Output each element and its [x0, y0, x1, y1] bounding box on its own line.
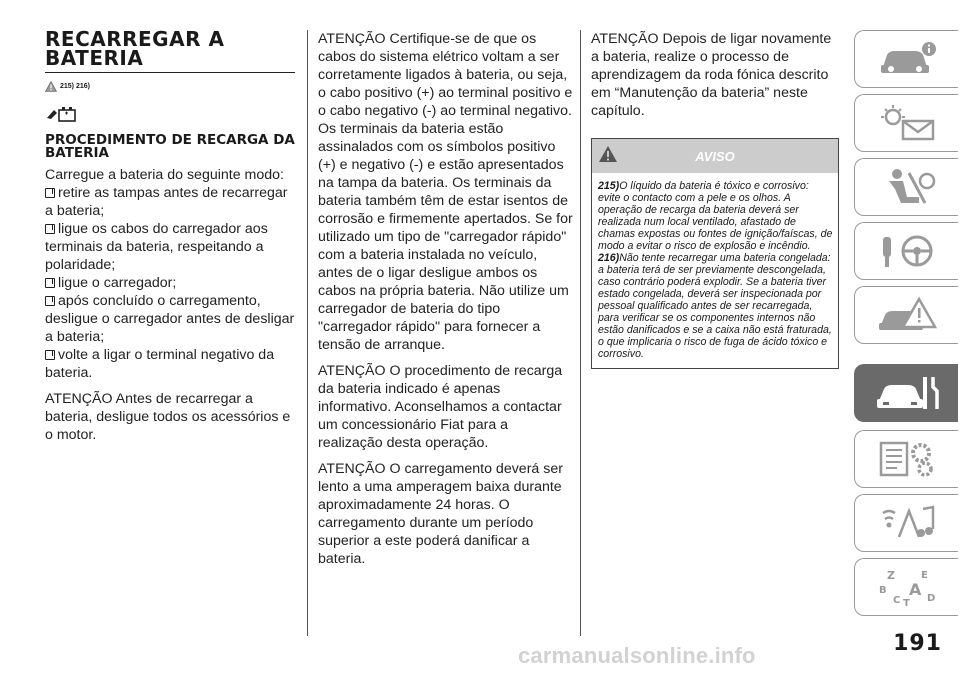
attention-note: ATENÇÃO O procedimento de recarga da bateria indicado é apenas informativo. Aconselhamos a contactar um concessionário Fiat para a realização desta operação. [318, 363, 563, 451]
list-item: ligue o carregador; [45, 274, 295, 292]
list-item: ligue os cabos do carregador aos terminais da bateria, respeitando a polaridade; [45, 221, 268, 273]
list-item: retire as tampas antes de recarregar a bateria; [45, 185, 288, 219]
warning-box [591, 138, 839, 369]
column-middle [318, 30, 574, 576]
index-letter: C [892, 595, 900, 606]
tab-multimedia[interactable] [854, 494, 958, 552]
column-left [45, 27, 295, 452]
tab-car-info[interactable] [854, 30, 958, 88]
index-letter: E [920, 570, 928, 581]
attention-note: ATENÇÃO Certifique-se de que os cabos do sistema elétrico voltam a ser corretamente ligados à bateria, ou seja, o cabo positivo (+) ao terminal positivo e o cabo negativo (-) ao terminal negativo. Os terminais da bateria estão assinalados com os símbolos positivo (+) e negativo (-) e estão apresentados na tampa da bateria. Os terminais da bateria também têm de estar isentos de corrosão e firmemente apertados. Se for utilizado um tipo de "carregador rápido" com a bateria instalada no veículo, antes de o ligar desligue ambos os cabos na própria bateria. Não utilize um carregador de bateria do tipo "carregador rápido" para fornecer a tensão de arranque. [318, 31, 573, 353]
index-letter: A [908, 580, 921, 599]
tab-key-steering[interactable] [854, 222, 958, 280]
warning-item-text: O líquido da bateria é tóxico e corrosivo: evite o contacto com a pele e os olhos. A operação de recarga da bateria deverá ser realizada num local ventilado, afastado de chamas expostas ou fontes de ignição/faíscas, de modo a evitar o risco de explosão e incêndio. [598, 180, 833, 252]
car-info-icon [875, 39, 939, 79]
watermark: carmanualsonline.info [518, 643, 756, 668]
warning-triangle-icon [45, 81, 57, 92]
warning-item-text: Não tente recarregar uma bateria congelada: a bateria terá de ser previamente descongelada, caso contrário poderá explodir. Se a bateria tiver estado congelada, deverá ser inspecionada por pessoal qualificado antes de ser recarregada, para verificar se os componentes internos não estão danificados e se a caixa não está fraturada, o que implicaria o risco de fuga de ácido tóxico e corrosivo. [598, 252, 832, 360]
tab-maintenance[interactable] [854, 364, 958, 422]
warning-item [598, 180, 833, 252]
attention-note: ATENÇÃO Depois de ligar novamente a bateria, realize o processo de aprendizagem da roda fónica descrito em “Manutenção da bateria” neste capítulo. [591, 31, 832, 119]
warning-box-title: AVISO [695, 148, 735, 164]
tab-technical-data[interactable] [854, 430, 958, 488]
warning-triangle-icon [598, 145, 618, 163]
battery-charger-icon [45, 104, 295, 124]
index-icon [875, 567, 939, 607]
bullet-box-icon [45, 224, 55, 234]
column-divider [580, 30, 581, 636]
bullet-box-icon [45, 350, 55, 360]
bullet-box-icon [45, 296, 55, 306]
warning-references [45, 80, 295, 92]
tab-safety[interactable] [854, 158, 958, 216]
section-title: RECARREGAR A BATERIA [45, 30, 295, 73]
procedure-subtitle: PROCEDIMENTO DE RECARGA DA BATERIA [45, 132, 295, 161]
warning-item-number: 216) [598, 252, 620, 264]
warning-lights-icon [875, 103, 939, 143]
car-maintenance-icon [875, 373, 939, 413]
warning-refs-text: 215) 216) [60, 82, 90, 90]
emergency-icon [875, 295, 939, 335]
column-right [591, 30, 839, 369]
tab-emergency[interactable] [854, 286, 958, 344]
bullet-box-icon [45, 278, 55, 288]
list-item: volte a ligar o terminal negativo da bateria. [45, 347, 275, 381]
bullet-box-icon [45, 188, 55, 198]
attention-note: ATENÇÃO O carregamento deverá ser lento a uma amperagem baixa durante aproximadamente 24 horas. O carregamento durante um período superior a este poderá danificar a bateria. [318, 461, 563, 567]
index-letter: Z [886, 569, 895, 582]
key-steering-icon [875, 231, 939, 271]
index-letter: T [902, 598, 910, 607]
warning-box-body [592, 173, 838, 368]
list-item: após concluído o carregamento, desligue o carregador antes de desligar a bateria; [45, 293, 295, 345]
column-divider [307, 30, 308, 636]
multimedia-icon [875, 503, 939, 543]
index-letter: B [878, 585, 887, 596]
attention-note: ATENÇÃO Antes de recarregar a bateria, desligue todos os acessórios e o motor. [45, 391, 291, 443]
warning-item-number: 215) [598, 180, 620, 192]
seat-safety-icon [875, 167, 939, 207]
warning-box-header [592, 139, 838, 173]
technical-data-icon [875, 439, 939, 479]
tab-warning-lights[interactable] [854, 94, 958, 152]
index-letter: D [926, 593, 935, 604]
warning-item [598, 252, 833, 360]
tab-index[interactable] [854, 558, 958, 616]
intro-text: Carregue a bateria do seguinte modo: [45, 167, 284, 183]
page-number: 191 [893, 631, 942, 656]
